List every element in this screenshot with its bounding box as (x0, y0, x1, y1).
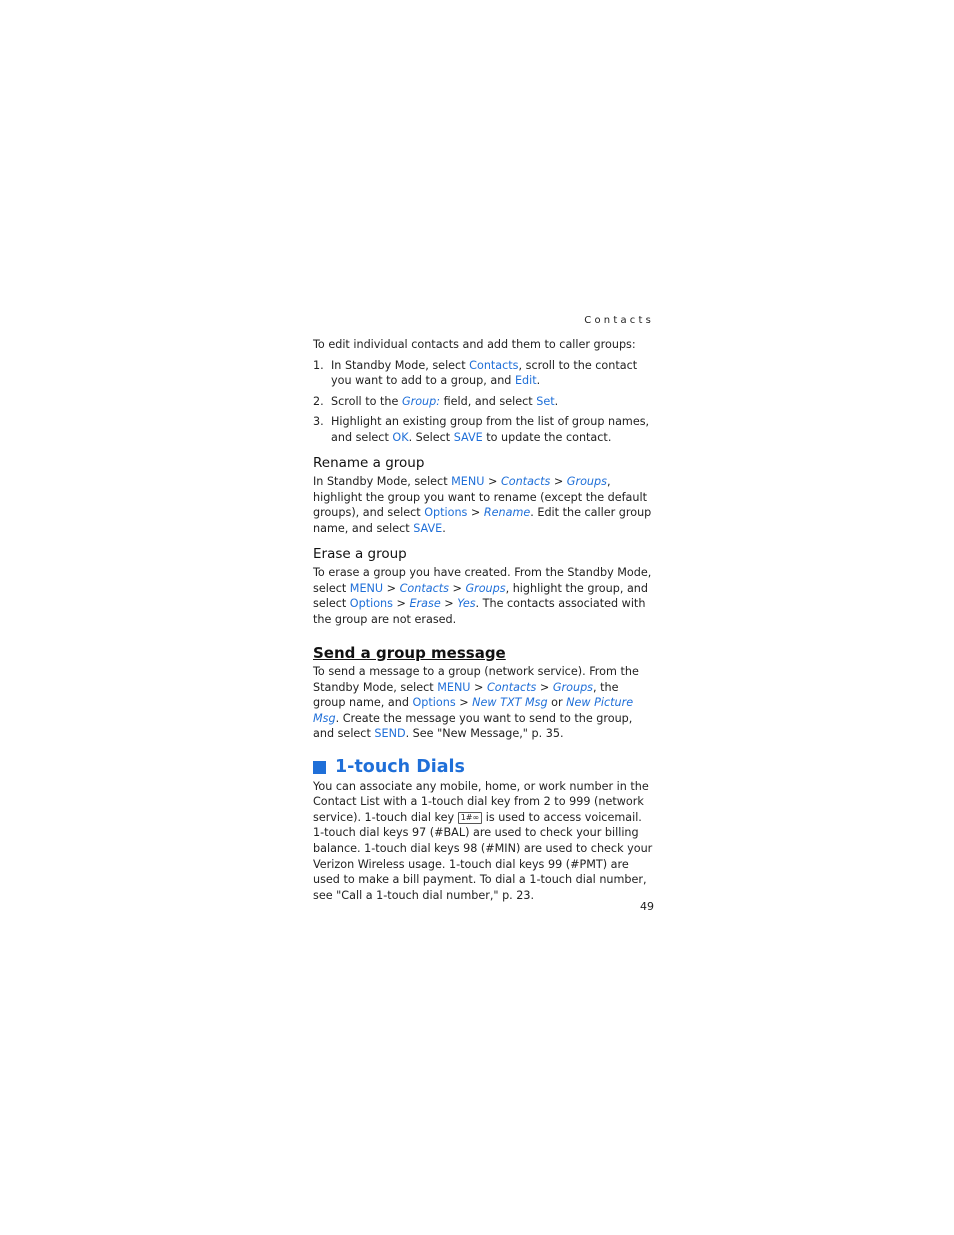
send-text: To send a message to a group (network service). From the Standby Mode, select MENU > Contacts > Groups, the group name, and Options > New TXT Msg or New Picture Msg. Create the message you want to send to the group, and select SEND. See "New Message," p. 35. (313, 665, 639, 741)
edit-key: Edit (514, 374, 537, 388)
save-key: SAVE (453, 430, 483, 444)
ok-key: OK (392, 430, 409, 444)
list-item: 2. Scroll to the Group: field, and select Set. (313, 394, 559, 408)
touch-dials-text: You can associate any mobile, home, or work number in the Contact List with a 1-touch dial key from 2 to 999 (network service). 1-touch dial key 1#∞ is used to access voicemail. 1-touch dial keys 97 (#BAL) are used to check your billing balance. 1-touch dial keys 98 (#MIN) are used to check your Verizon Wireless usage. 1-touch dial keys 99 (#PMT) are used to make a bill payment. To dial a 1-touch dial number, see "Call a 1-touch dial number," p. 23. (313, 779, 653, 902)
intro-text: To edit individual contacts and add them to caller groups: (313, 338, 636, 351)
rename-heading: Rename a group (313, 454, 425, 471)
steps-list (313, 358, 654, 446)
running-header: Contacts (584, 315, 654, 326)
touch-dials-heading: 1-touch Dials (313, 760, 654, 776)
erase-text: To erase a group you have created. From the Standby Mode, select MENU > Contacts > Groups, highlight the group, and select Options > Erase > Yes. The contacts associated with the group are not erased. (313, 566, 652, 626)
group-field: Group: (401, 394, 441, 408)
contacts-key: Contacts (469, 358, 519, 372)
rename-text: In Standby Mode, select MENU > Contacts > Groups, highlight the group you want to rename (except the default groups), and select Options > Rename. Edit the caller group name, and select SAVE. (313, 475, 652, 535)
page-number: 49 (640, 900, 654, 913)
section-square-icon (313, 761, 326, 774)
voicemail-key-icon: 1#∞ (458, 812, 482, 824)
erase-heading: Erase a group (313, 545, 407, 562)
send-heading: Send a group message (313, 643, 506, 662)
list-item: 1. In Standby Mode, select Contacts, scroll to the contact you want to add to a group, and Edit. (313, 358, 638, 388)
set-key: Set (536, 394, 555, 408)
list-item: 3. Highlight an existing group from the list of group names, and select OK. Select SAVE to update the contact. (313, 415, 650, 444)
page-body (313, 313, 654, 903)
